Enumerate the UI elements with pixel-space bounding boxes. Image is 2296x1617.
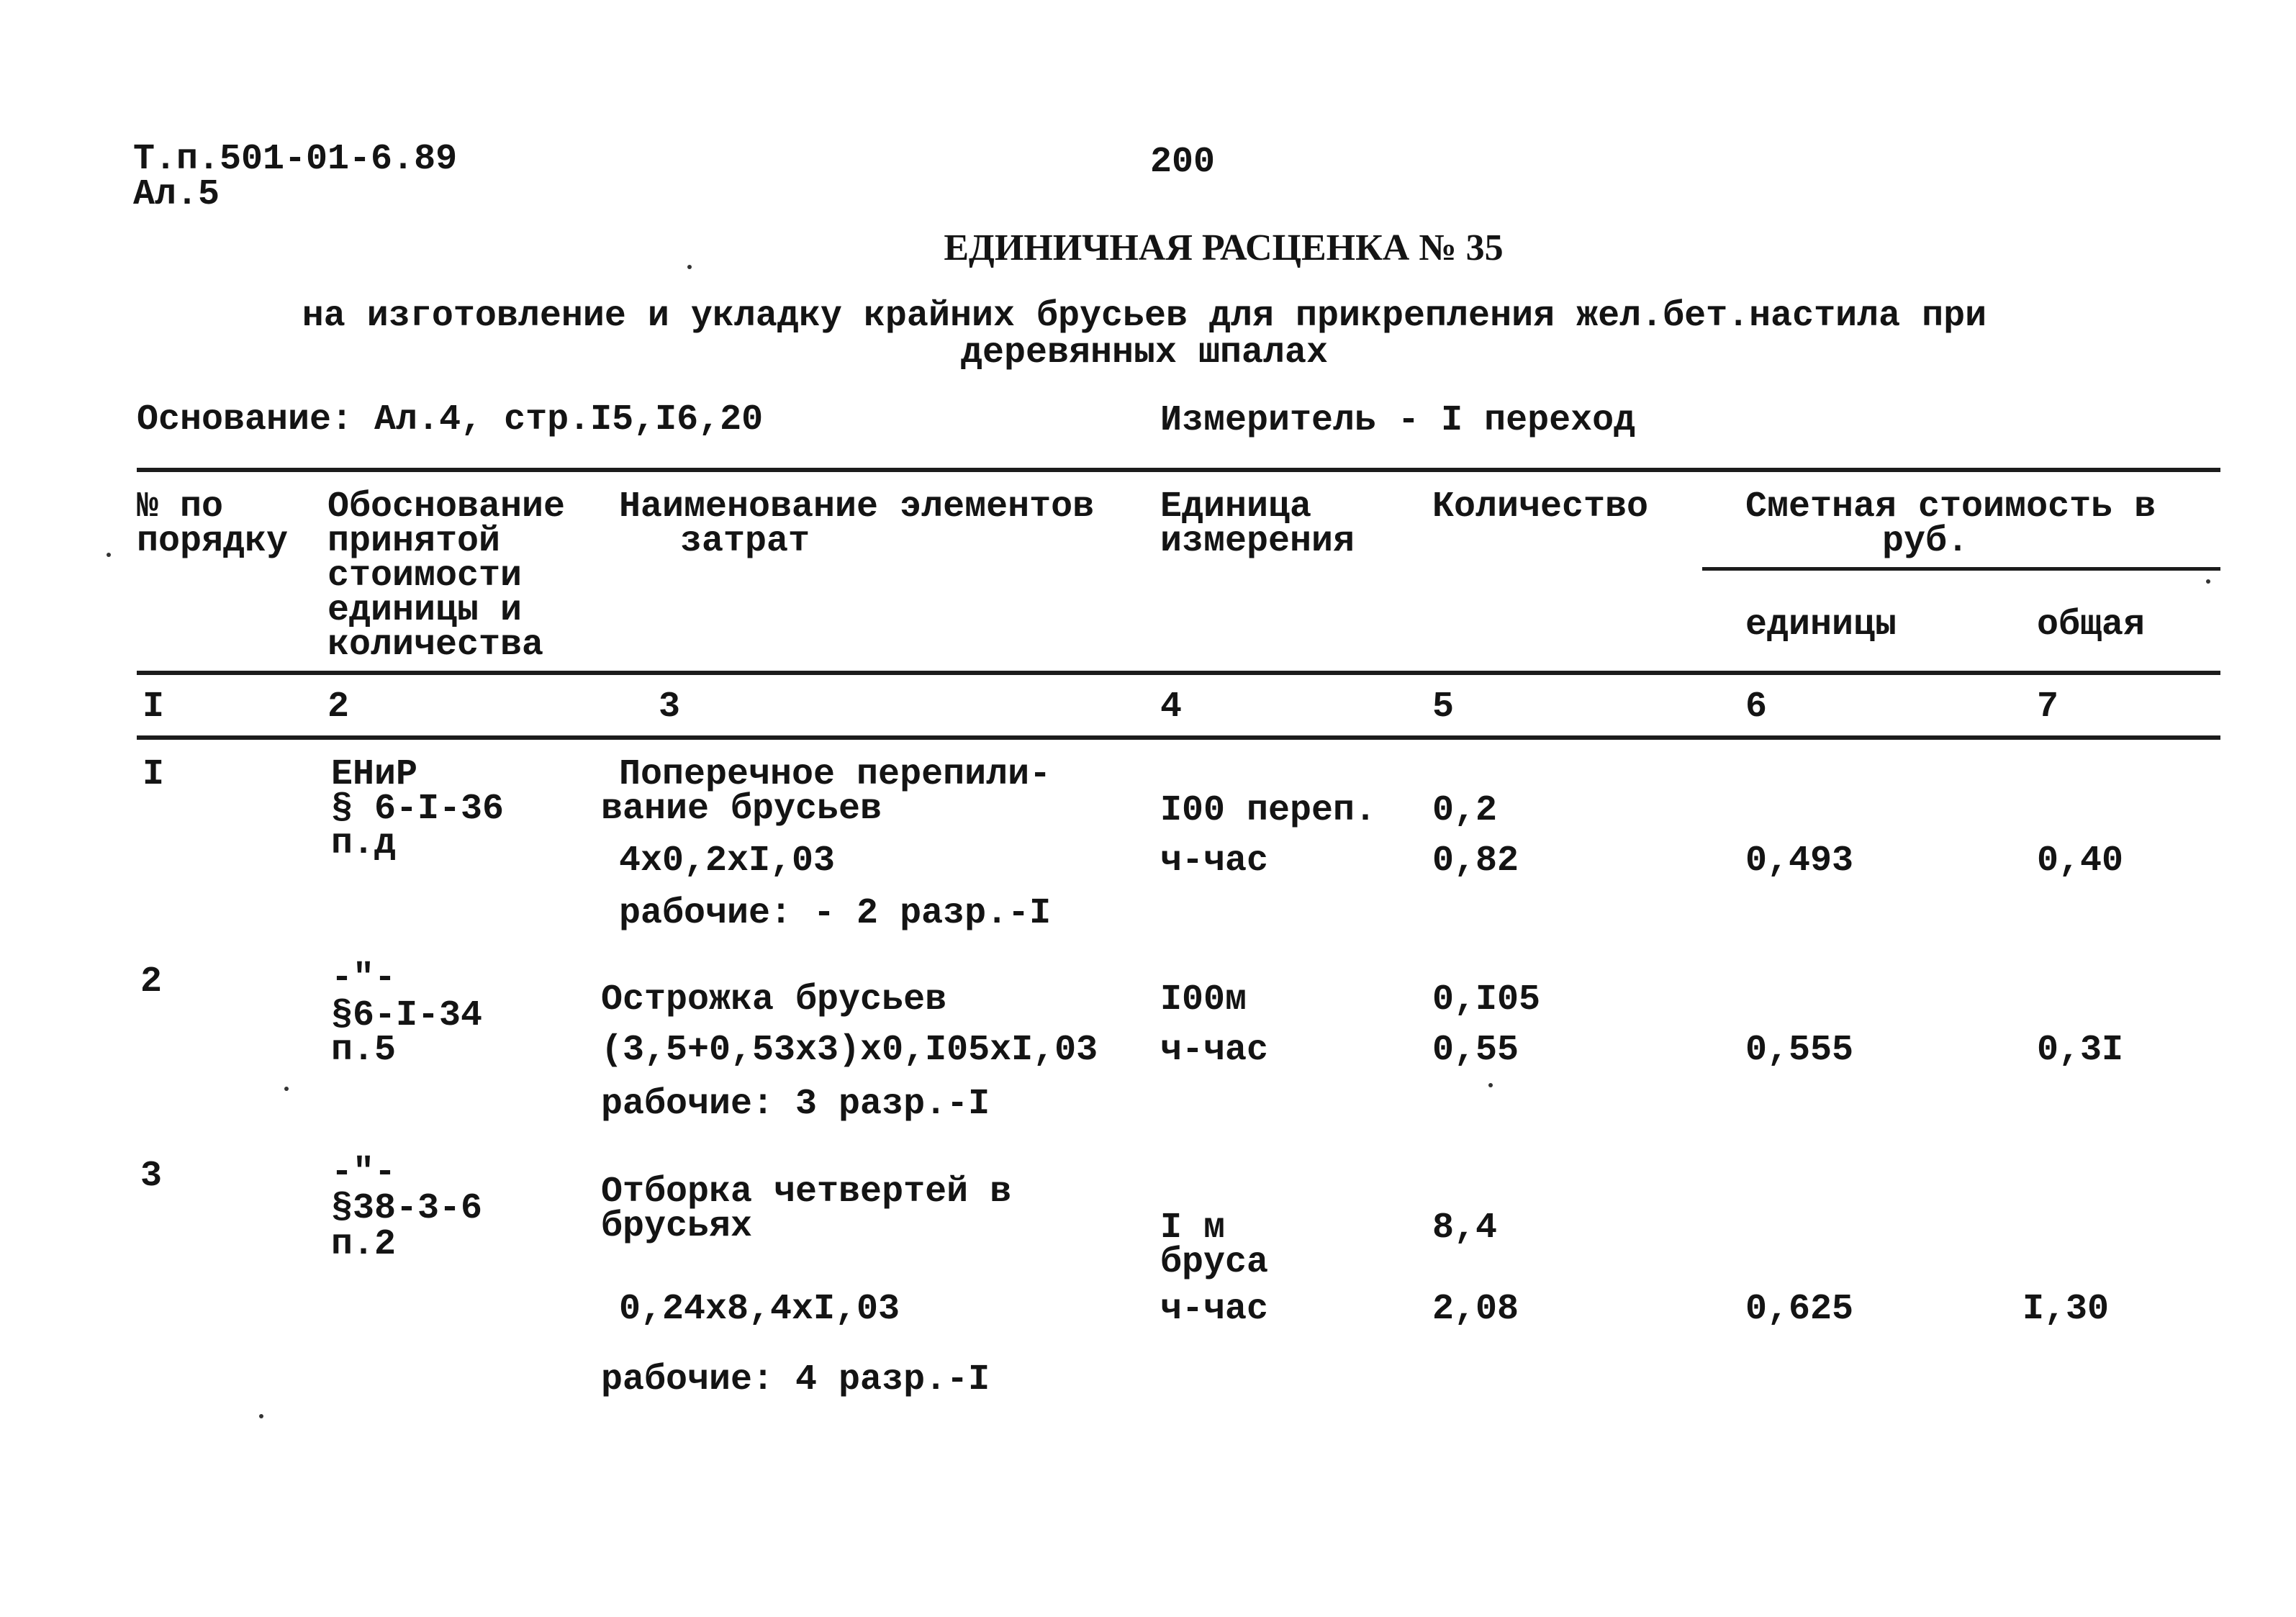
row-number: I bbox=[143, 754, 165, 795]
row-basis-line: п.2 bbox=[331, 1224, 397, 1265]
header-col1-line: № по bbox=[137, 486, 224, 527]
row-name-line: Поперечное перепили- bbox=[619, 754, 1052, 795]
header-col4-line: Единица bbox=[1160, 486, 1312, 527]
row-basis-line: § 6-I-36 bbox=[331, 789, 505, 830]
row-basis-line: ЕНиР bbox=[331, 754, 418, 795]
measure-line: Измеритель - I переход bbox=[1160, 400, 1636, 441]
header-col5: Количество bbox=[1432, 486, 1649, 527]
row-unit: I00 переп. bbox=[1160, 790, 1377, 831]
row-basis-line: п.д bbox=[331, 823, 397, 864]
row-calc-unit: ч-час bbox=[1160, 1030, 1269, 1071]
scan-speck bbox=[259, 1414, 263, 1418]
header-cost-group-line: руб. bbox=[1882, 521, 1969, 562]
header-col2-line: Обоснование bbox=[327, 486, 566, 527]
row-quantity: 8,4 bbox=[1432, 1208, 1498, 1249]
header-col2-line: количества bbox=[327, 625, 544, 666]
row-calculation: 0,24х8,4хI,03 bbox=[619, 1289, 900, 1330]
column-number: 6 bbox=[1745, 687, 1768, 728]
column-numbers-rule bbox=[137, 735, 2220, 740]
album-number: Ал.5 bbox=[133, 174, 220, 215]
row-calc-quantity: 2,08 bbox=[1432, 1289, 1519, 1330]
row-quantity: 0,I05 bbox=[1432, 979, 1541, 1020]
header-col3-line: затрат bbox=[680, 521, 810, 562]
row-basis-line: -"- bbox=[331, 1152, 397, 1193]
row-workers: рабочие: 3 разр.-I bbox=[601, 1084, 990, 1125]
scan-speck bbox=[1488, 1083, 1493, 1087]
row-total-price: 0,40 bbox=[2037, 841, 2124, 882]
row-total-price: I,30 bbox=[2022, 1289, 2110, 1330]
document-title: ЕДИНИЧНАЯ РАСЦЕНКА № 35 bbox=[944, 227, 1504, 268]
scan-speck bbox=[2206, 579, 2210, 584]
document-code: Т.п.501-01-6.89 bbox=[133, 139, 458, 180]
row-name-line: брусьях bbox=[601, 1206, 753, 1247]
scan-speck bbox=[107, 553, 111, 557]
row-name-line: Острожка брусьев bbox=[601, 979, 947, 1020]
header-col3-line: Наименование элементов bbox=[619, 486, 1095, 527]
header-col2-line: единицы и bbox=[327, 590, 523, 631]
row-name-line: Отборка четвертей в bbox=[601, 1172, 1012, 1213]
header-col1-line: порядку bbox=[137, 521, 289, 562]
document-subtitle-line2: деревянных шпалах bbox=[960, 332, 1329, 373]
header-col2-line: принятой bbox=[327, 521, 501, 562]
table-top-rule bbox=[137, 468, 2220, 472]
row-total-price: 0,3I bbox=[2037, 1030, 2124, 1071]
header-cost-group-line: Сметная стоимость в bbox=[1745, 486, 2156, 527]
row-calc-quantity: 0,55 bbox=[1432, 1030, 1519, 1071]
row-calc-unit: ч-час bbox=[1160, 841, 1269, 882]
row-name-line: вание брусьев bbox=[601, 789, 882, 830]
column-number: 2 bbox=[327, 687, 350, 728]
row-number: 3 bbox=[140, 1156, 163, 1197]
row-unit-price: 0,493 bbox=[1745, 841, 1854, 882]
row-number: 2 bbox=[140, 961, 163, 1002]
page-number: 200 bbox=[1150, 142, 1216, 183]
row-unit-line: I м bbox=[1160, 1208, 1226, 1249]
cost-group-rule bbox=[1702, 567, 2220, 571]
row-workers: рабочие: - 2 разр.-I bbox=[619, 893, 1052, 934]
row-basis-line: §6-I-34 bbox=[331, 995, 483, 1036]
scan-speck bbox=[284, 1087, 289, 1091]
column-number: 3 bbox=[659, 687, 681, 728]
header-bottom-rule bbox=[137, 671, 2220, 675]
row-basis-line: -"- bbox=[331, 958, 397, 999]
header-col6: единицы bbox=[1745, 604, 1897, 646]
scan-speck bbox=[687, 265, 692, 269]
column-number: I bbox=[143, 687, 165, 728]
row-unit-price: 0,625 bbox=[1745, 1289, 1854, 1330]
column-number: 4 bbox=[1160, 687, 1183, 728]
row-unit: I00м bbox=[1160, 979, 1247, 1020]
column-number: 7 bbox=[2037, 687, 2059, 728]
document-subtitle-line1: на изготовление и укладку крайних брусьев для прикрепления жел.бет.настила при bbox=[302, 296, 1987, 337]
column-number: 5 bbox=[1432, 687, 1455, 728]
row-basis-line: §38-3-6 bbox=[331, 1188, 483, 1229]
row-quantity: 0,2 bbox=[1432, 790, 1498, 831]
row-calculation: (3,5+0,53х3)х0,I05хI,03 bbox=[601, 1030, 1098, 1071]
row-calc-quantity: 0,82 bbox=[1432, 841, 1519, 882]
row-unit-line: бруса bbox=[1160, 1242, 1269, 1283]
row-unit-price: 0,555 bbox=[1745, 1030, 1854, 1071]
row-calculation: 4х0,2хI,03 bbox=[619, 841, 836, 882]
header-col2-line: стоимости bbox=[327, 556, 523, 597]
header-col7: общая bbox=[2037, 604, 2146, 646]
row-workers: рабочие: 4 разр.-I bbox=[601, 1359, 990, 1400]
row-calc-unit: ч-час bbox=[1160, 1289, 1269, 1330]
row-basis-line: п.5 bbox=[331, 1030, 397, 1071]
basis-line: Основание: Ал.4, стр.I5,I6,20 bbox=[137, 399, 764, 440]
header-col4-line: измерения bbox=[1160, 521, 1355, 562]
